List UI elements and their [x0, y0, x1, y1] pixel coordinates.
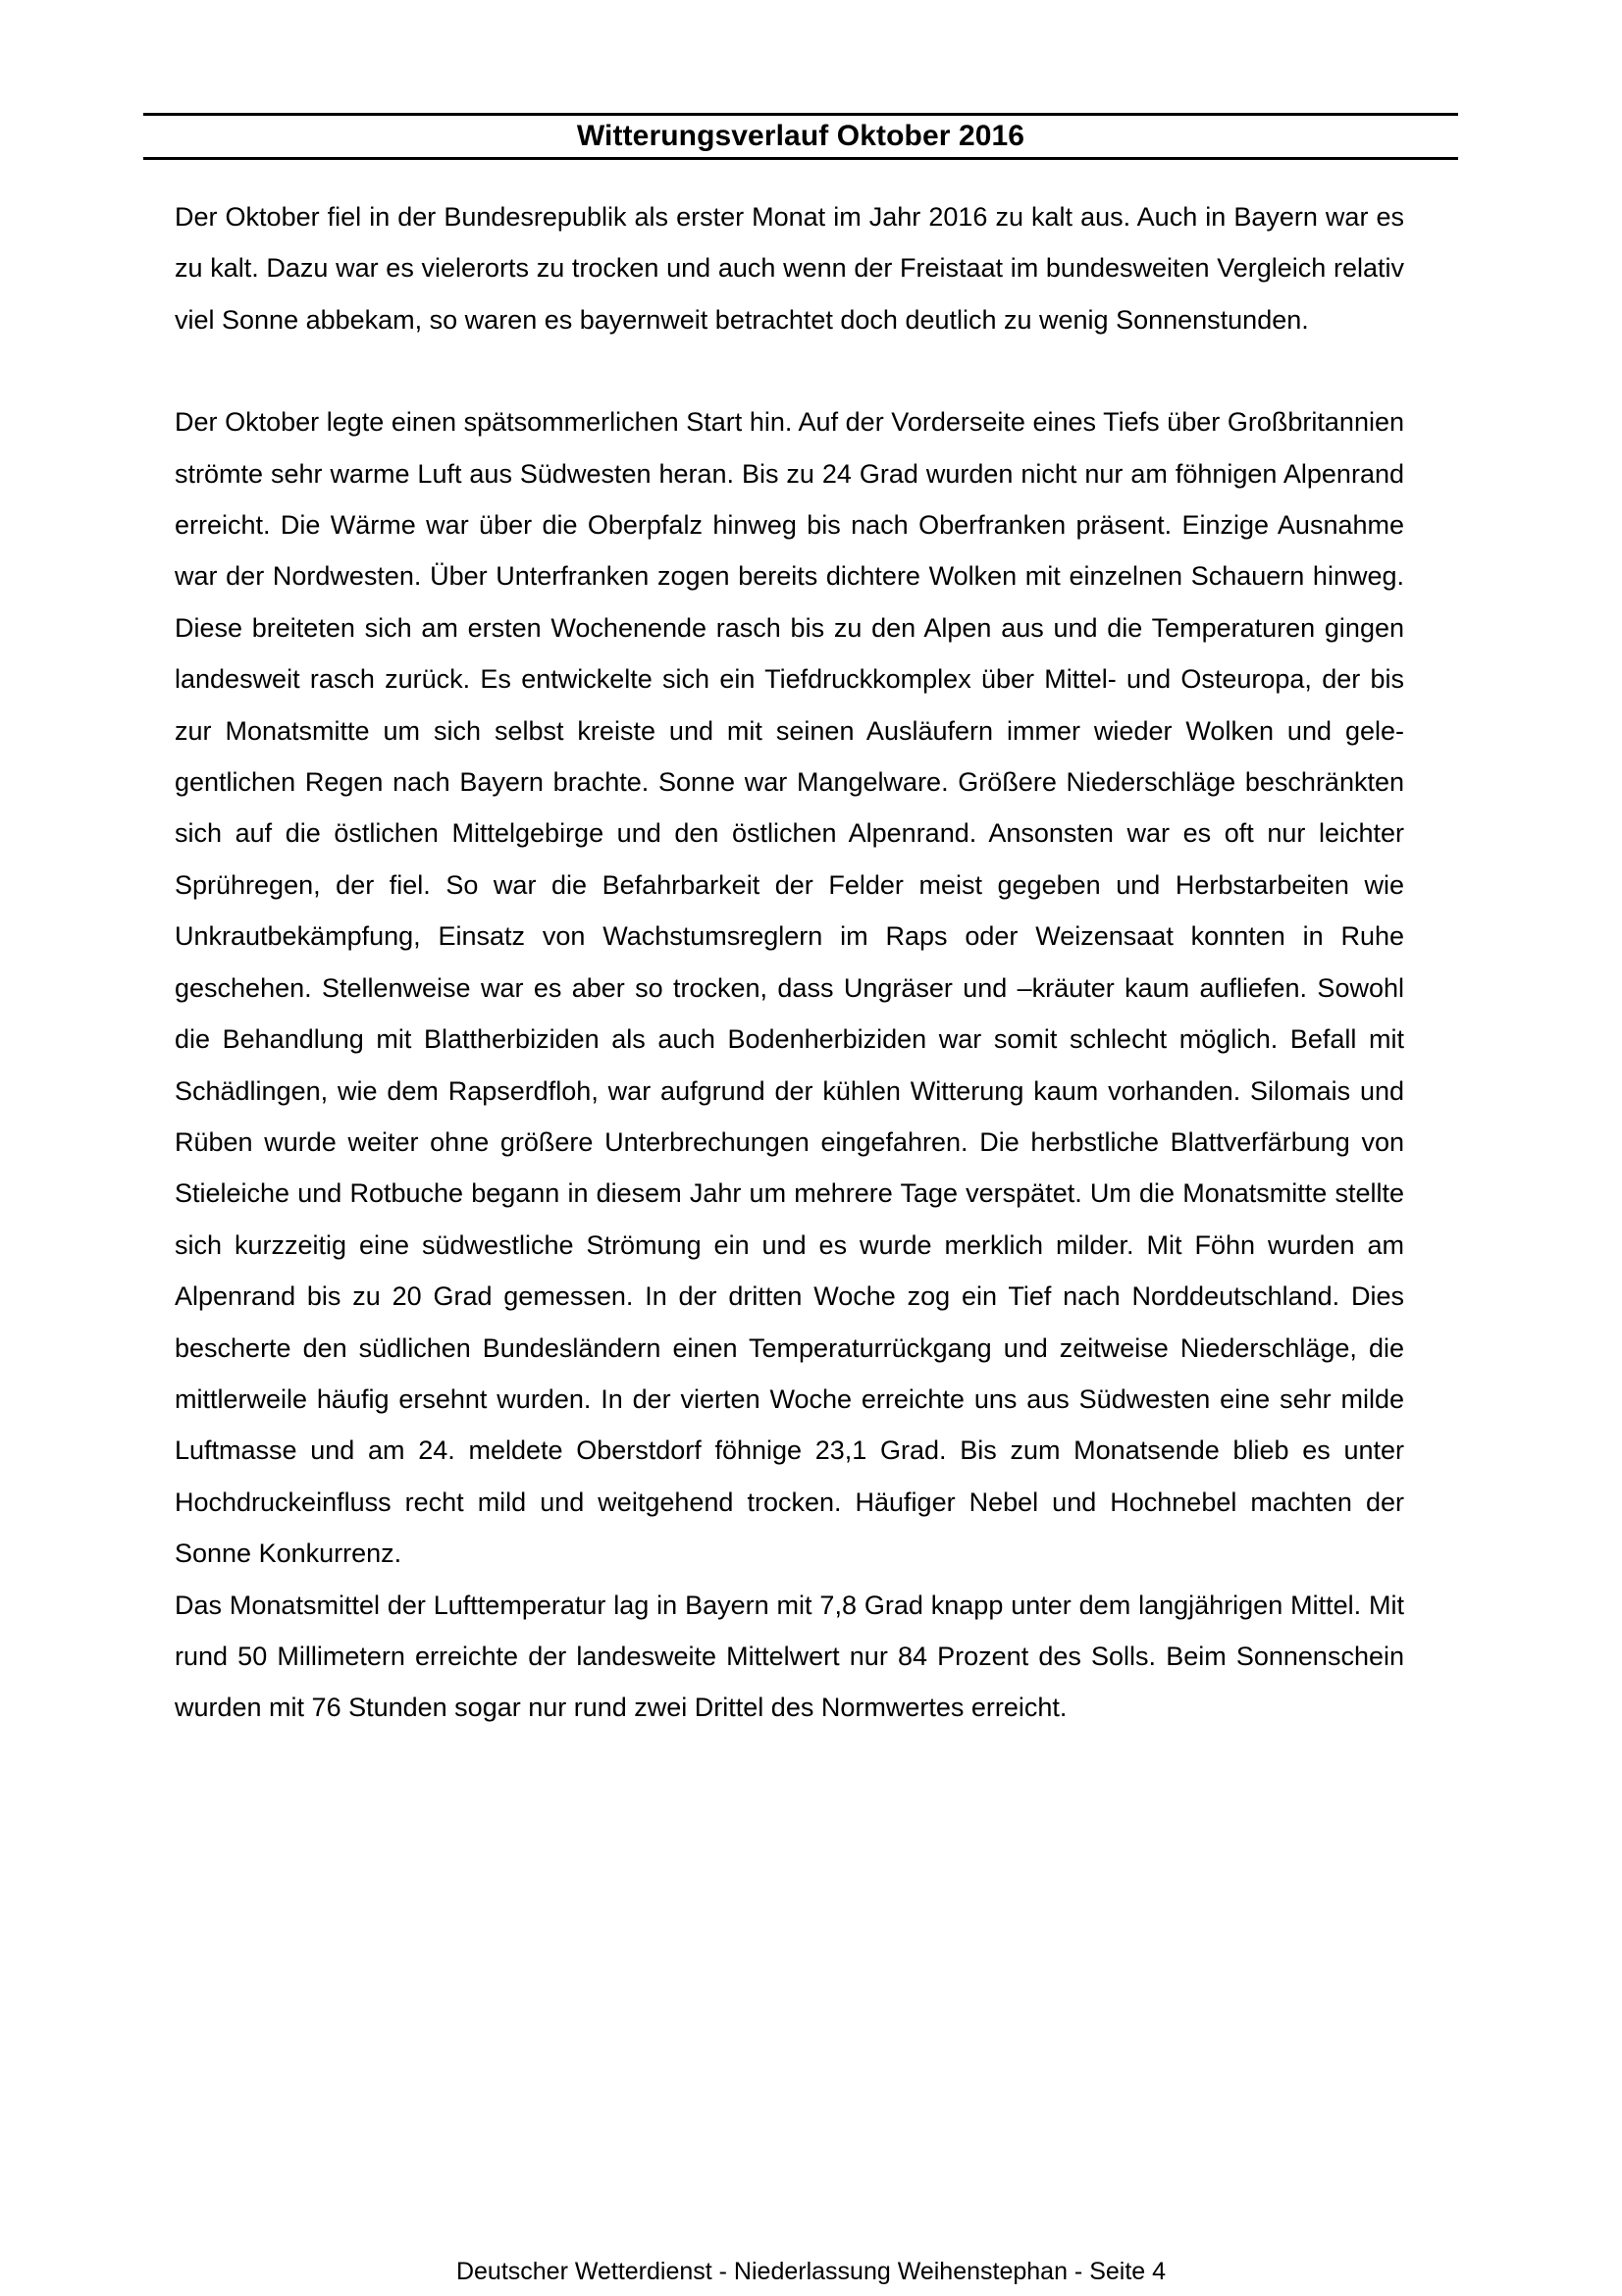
- page-footer: Deutscher Wetterdienst - Niederlassung Weihenstephan - Seite 4: [455, 2258, 1167, 2285]
- title-bar: [143, 113, 1458, 160]
- intro-paragraph: Der Oktober fiel in der Bundesrepublik als erster Monat im Jahr 2016 zu kalt aus. Auch in Bayern war es zu kalt. Dazu war es vielerorts zu trocken und auch wenn der Freistaat im bundesweiten Vergleich relativ viel Sonne abbekam, so waren es bayernweit betrachtet doch deutlich zu wenig Sonnenstunden.: [175, 202, 1404, 335]
- summary-paragraph: Das Monatsmittel der Lufttemperatur lag in Bayern mit 7,8 Grad knapp unter dem langjährigen Mittel. Mit rund 50 Millimetern erreichte der landesweite Mittelwert nur 84 Prozent des Solls. Beim Sonnenschein wurden mit 76 Stunden sogar nur rund zwei Drittel des Normwertes erreicht.: [175, 1590, 1404, 1723]
- document-body: [175, 191, 1404, 1734]
- weather-course-paragraph: Der Oktober legte einen spätsommerlichen Start hin. Auf der Vorderseite eines Tiefs über Großbritannien strömte sehr warme Luft aus Südwesten heran. Bis zu 24 Grad wurden nicht nur am föhnigen Alpenrand erreicht. Die Wärme war über die Oberpfalz hinweg bis nach Oberfranken präsent. Einzige Ausnahme war der Nordwesten. Über Unterfranken zogen bereits dichtere Wolken mit einzelnen Schauern hinweg. Diese breiteten sich am ersten Wochenende rasch bis zu den Alpen aus und die Temperaturen gingen landesweit rasch zurück. Es entwickelte sich ein Tiefdruckkomplex über Mittel- und Osteuropa, der bis zur Monatsmitte um sich selbst kreiste und mit seinen Ausläufern immer wieder Wolken und gelegentlichen Regen nach Bayern brachte. Sonne war Mangelware. Größere Niederschläge beschränkten sich auf die östlichen Mittelgebirge und den östlichen Alpenrand. Ansonsten war es oft nur leichter Sprühregen, der fiel. So war die Befahrbarkeit der Felder meist gegeben und Herbstarbeiten wie Unkrautbekämpfung, Einsatz von Wachstumsreglern im Raps oder Weizensaat konnten in Ruhe geschehen. Stellenweise war es aber so trocken, dass Ungräser und –kräuter kaum aufliefen. Sowohl die Behandlung mit Blattherbiziden als auch Bodenherbiziden war somit schlecht möglich. Befall mit Schädlingen, wie dem Rapserdfloh, war aufgrund der kühlen Witterung kaum vorhanden. Silomais und Rüben wurde weiter ohne größere Unterbrechungen eingefahren. Die herbstliche Blattverfärbung von Stieleiche und Rotbuche begann in diesem Jahr um mehrere Tage verspätet. Um die Monatsmitte stellte sich kurzzeitig eine südwestliche Strömung ein und es wurde merklich milder. Mit Föhn wurden am Alpenrand bis zu 20 Grad gemessen. In der dritten Woche zog ein Tief nach Norddeutschland. Dies bescherte den südlichen Bundesländern einen Temperaturrückgang und zeitweise Niederschläge, die mittlerweile häufig ersehnt wurden. In der vierten Woche erreichte uns aus Südwesten eine sehr milde Luftmasse und am 24. meldete Oberstdorf föhnige 23,1 Grad. Bis zum Monatsende blieb es unter Hochdruckeinfluss recht mild und weitgehend trocken. Häufiger Nebel und Hochnebel machten der Sonne Konkurrenz.: [175, 407, 1404, 1569]
- page-title: Witterungsverlauf Oktober 2016: [576, 120, 1025, 152]
